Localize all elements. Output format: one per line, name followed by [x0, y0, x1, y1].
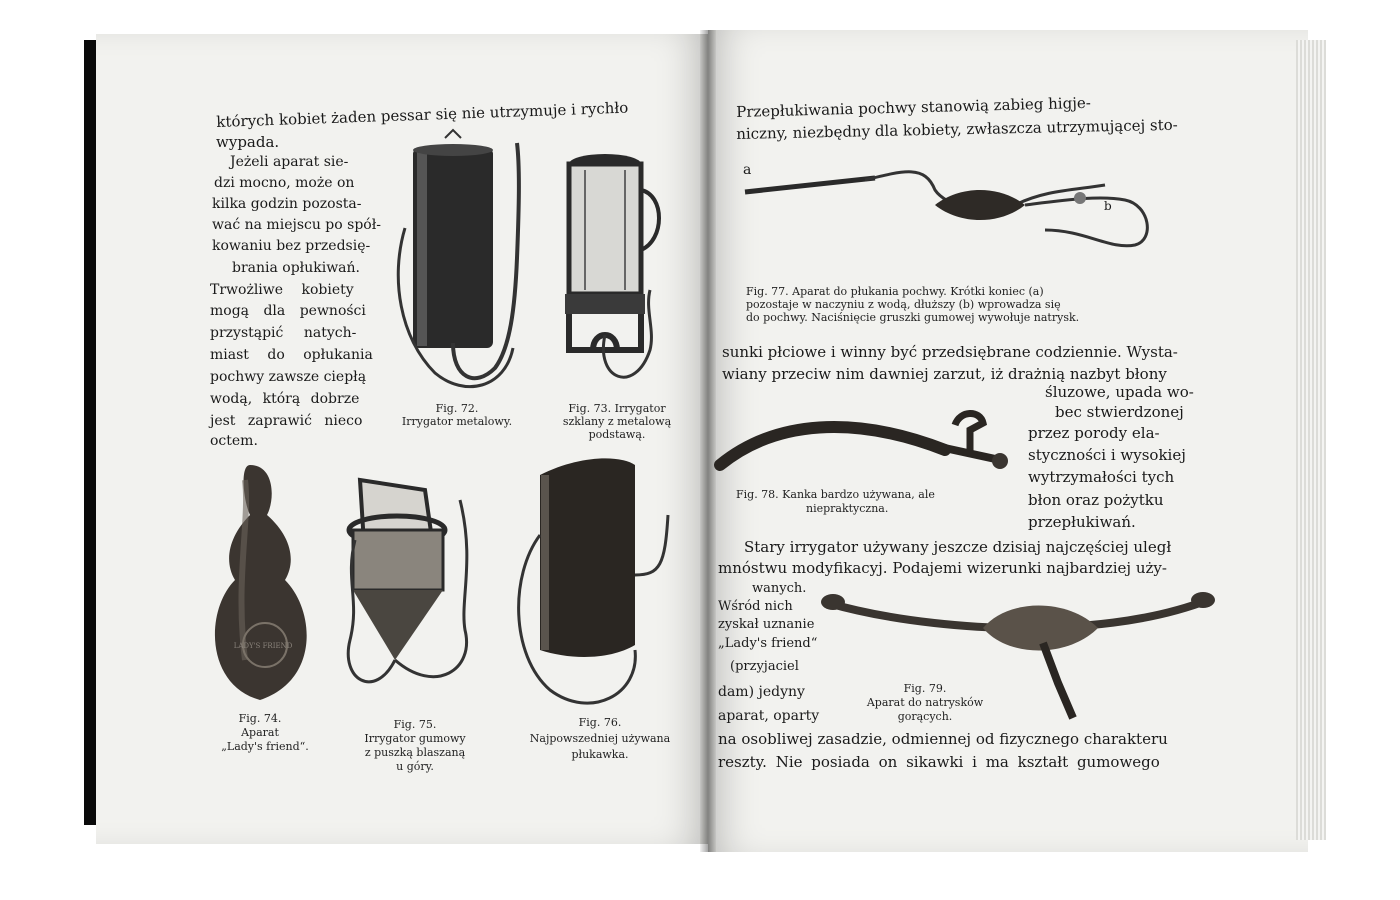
- fig72-caption-1: Fig. 72.: [435, 402, 479, 415]
- fig78-caption-2: niepraktyczna.: [806, 502, 889, 515]
- left-column-line: kowaniu bez przedsię-: [212, 238, 371, 254]
- right-top-line-1: Przepłukiwania pochwy stanowią zabieg higje-: [736, 93, 1092, 121]
- right-side-line: bec stwierdzonej: [1055, 403, 1184, 421]
- fig74-illustration: [205, 460, 315, 710]
- left-column-line: jest zaprawić nieco: [210, 413, 363, 429]
- fig75-caption-2: Irrygator gumowy: [364, 732, 466, 745]
- left-column-line: mogą dla pewności: [210, 303, 366, 319]
- left-column-line: octem.: [210, 433, 258, 449]
- para2-line-1: Stary irrygator używany jeszcze dzisiaj najczęściej uległ: [744, 538, 1172, 556]
- right-side-line: przez porody ela-: [1028, 424, 1160, 442]
- right-top-line-2: niczny, niezbędny dla kobiety, zwłaszcza utrzymującej sto-: [736, 115, 1178, 143]
- left-column-line: Trwożliwe kobiety: [210, 282, 354, 298]
- fig75-illustration: [335, 470, 485, 710]
- fig76-caption-2: Najpowszedniej używana: [529, 732, 671, 745]
- fig77-illustration: [745, 150, 1165, 275]
- fig77-label-a: a: [743, 162, 752, 178]
- fig77-caption-1: Fig. 77. Aparat do płukania pochwy. Krótki koniec (a): [746, 285, 1044, 298]
- fig76-caption-1: Fig. 76.: [578, 716, 622, 729]
- left-column-text: zyskał uznanie: [718, 617, 815, 632]
- fig78-caption-1: Fig. 78. Kanka bardzo używana, ale: [736, 488, 935, 501]
- right-side-line: styczności i wysokiej: [1028, 446, 1186, 464]
- fig73-caption-2: szklany z metalową: [562, 415, 672, 428]
- right-mid-line-1: sunki płciowe i winny być przedsiębrane codziennie. Wysta-: [722, 343, 1178, 361]
- right-mid-line-2: wiany przeciw nim dawniej zarzut, iż drażnią nazbyt błony: [722, 365, 1167, 383]
- right-side-line: śluzowe, upada wo-: [1045, 383, 1194, 401]
- para2-line-3: wanych.: [752, 581, 807, 596]
- fig77-label-b: b: [1104, 199, 1112, 213]
- fig74-caption-2: Aparat: [241, 726, 279, 739]
- fig75-caption-3: z puszką blaszaną: [364, 746, 466, 759]
- fig76-illustration: [510, 455, 680, 710]
- left-column-line: wać na miejscu po spół-: [212, 217, 381, 233]
- left-column-text: dam) jedyny: [718, 684, 805, 700]
- left-column-line: kilka godzin pozosta-: [212, 196, 362, 212]
- left-column-text: Wśród nich: [718, 599, 793, 614]
- fig78-illustration: [715, 405, 1025, 480]
- right-bottom-line-2: reszty. Nie posiada on sikawki i ma kształt gumowego: [718, 753, 1160, 771]
- fig75-caption-1: Fig. 75.: [393, 718, 437, 731]
- right-side-line: wytrzymałości tych: [1028, 468, 1175, 486]
- left-column-line: miast do opłukania: [210, 347, 373, 363]
- fig72-caption-2: Irrygator metalowy.: [401, 415, 513, 428]
- fig74-bulb-stamp: LADY'S FRIEND: [233, 642, 293, 650]
- right-side-line: przepłukiwań.: [1028, 513, 1136, 531]
- left-column-line: przystąpić natych-: [210, 325, 357, 341]
- fig79-caption-3: gorących.: [897, 710, 953, 723]
- left-top-line-1: których kobiet żaden pessar się nie utrzymuje i rychło: [216, 98, 629, 131]
- fig77-caption-3: do pochwy. Naciśnięcie gruszki gumowej wywołuje natrysk.: [746, 311, 1080, 324]
- right-side-line: błon oraz pożytku: [1028, 491, 1164, 509]
- fig75-caption-4: u góry.: [396, 760, 434, 773]
- left-column-text: (przyjaciel: [730, 659, 799, 674]
- left-column-text: „Lady's friend“: [718, 636, 818, 651]
- left-column-line: Jeżeli aparat sie-: [230, 154, 349, 170]
- fig76-caption-3: płukawka.: [571, 748, 629, 761]
- fig73-caption-3: podstawą.: [588, 428, 646, 441]
- fig79-caption-1: Fig. 79.: [903, 682, 947, 695]
- left-top-line-2: wypada.: [216, 133, 280, 151]
- left-column-line: dzi mocno, może on: [214, 175, 355, 191]
- fig73-caption-1: Fig. 73. Irrygator: [568, 402, 666, 415]
- book-gutter: [700, 30, 716, 852]
- page-edges: [1296, 40, 1326, 840]
- fig74-caption-1: Fig. 74.: [238, 712, 282, 725]
- fig79-caption-2: Aparat do natrysków: [866, 696, 984, 709]
- para2-line-2: mnóstwu modyfikacyj. Podajemi wizerunki najbardziej uży-: [718, 559, 1167, 577]
- fig73-illustration: [555, 150, 675, 400]
- fig74-caption-3: „Lady's friend“.: [221, 740, 309, 753]
- left-column-text: aparat, oparty: [718, 708, 820, 724]
- right-bottom-line-1: na osobliwej zasadzie, odmiennej od fizycznego charakteru: [718, 730, 1168, 748]
- left-column-line: brania opłukiwań.: [232, 260, 360, 276]
- left-column-line: pochwy zawsze ciepłą: [210, 369, 367, 385]
- fig72-illustration: [395, 138, 545, 398]
- left-column-line: wodą, którą dobrze: [210, 391, 360, 407]
- fig77-caption-2: pozostaje w naczyniu z wodą, dłuższy (b) wprowadza się: [746, 298, 1061, 311]
